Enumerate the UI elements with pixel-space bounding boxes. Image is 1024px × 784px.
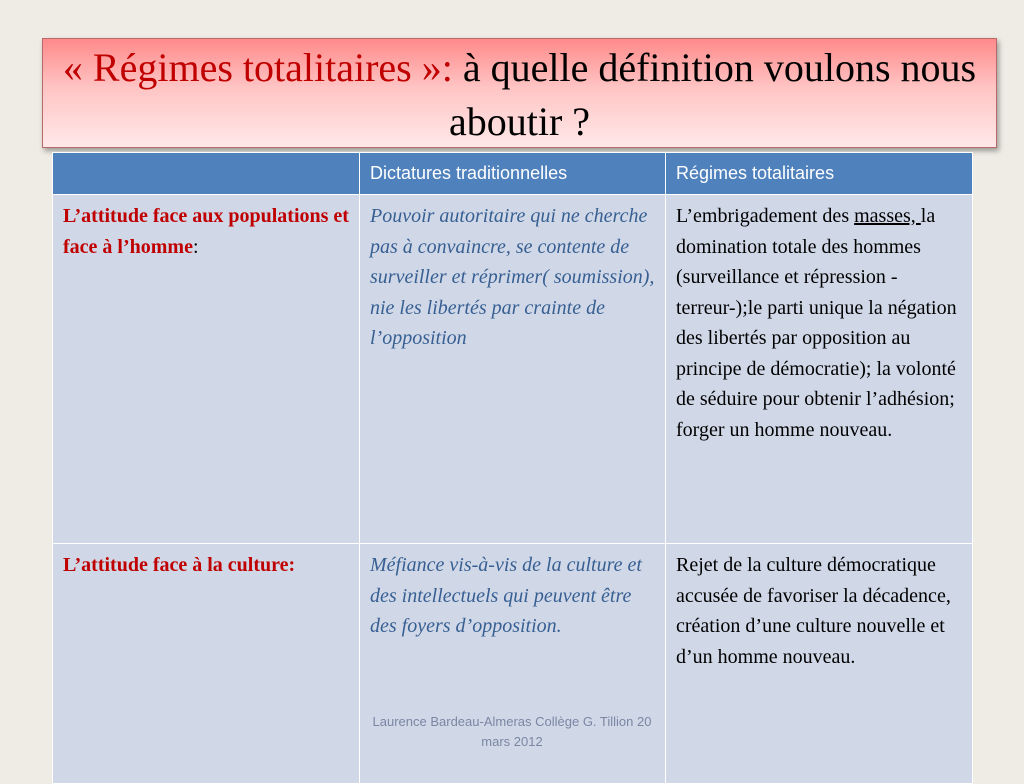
slide-footer: Laurence Bardeau-Almeras Collège G. Tillion 20 mars 2012: [372, 714, 652, 749]
slide-title-box: [42, 38, 997, 148]
totalitaires-underlined-word: masses,: [854, 205, 921, 227]
row-label-cell: [53, 544, 360, 784]
slide-title-rest: à quelle définition voulons nous aboutir ?: [448, 45, 977, 144]
totalitaires-cell: [666, 195, 973, 544]
totalitaires-text-start: L’embrigadement des: [676, 205, 855, 227]
row-label: L’attitude face à la culture:: [63, 554, 296, 576]
comparison-table: [52, 152, 973, 784]
totalitaires-text-end: la domination totale des hommes (surveillance et répression - terreur-);le parti unique la négation des libertés par opposition au principe de démocratie); la volonté de séduire pour obtenir l’adhésion; forger un homme nouveau.: [676, 205, 957, 441]
slide-title-highlight: « Régimes totalitaires »:: [62, 45, 463, 90]
slide-title: [43, 39, 996, 149]
row-label-suffix: :: [192, 235, 199, 258]
header-cell-totalitaires: Régimes totalitaires: [666, 153, 973, 195]
dictatures-cell: Méfiance vis-à-vis de la culture et des intellectuels qui peuvent être des foyers d’opposition.: [360, 544, 666, 784]
dictatures-cell: Pouvoir autoritaire qui ne cherche pas à convaincre, se contente de surveiller et réprimer( soumission), nie les libertés par crainte de l’opposition: [360, 195, 666, 544]
totalitaires-cell: Rejet de la culture démocratique accusée de favoriser la décadence, création d’une culture nouvelle et d’un homme nouveau.: [666, 544, 973, 784]
header-cell-empty: [53, 153, 360, 195]
table-row: [53, 195, 973, 544]
row-label: L’attitude face aux populations et face à l’homme: [63, 205, 349, 258]
table-header-row: [53, 153, 973, 195]
row-label-cell: [53, 195, 360, 544]
header-cell-dictatures: Dictatures traditionnelles: [360, 153, 666, 195]
